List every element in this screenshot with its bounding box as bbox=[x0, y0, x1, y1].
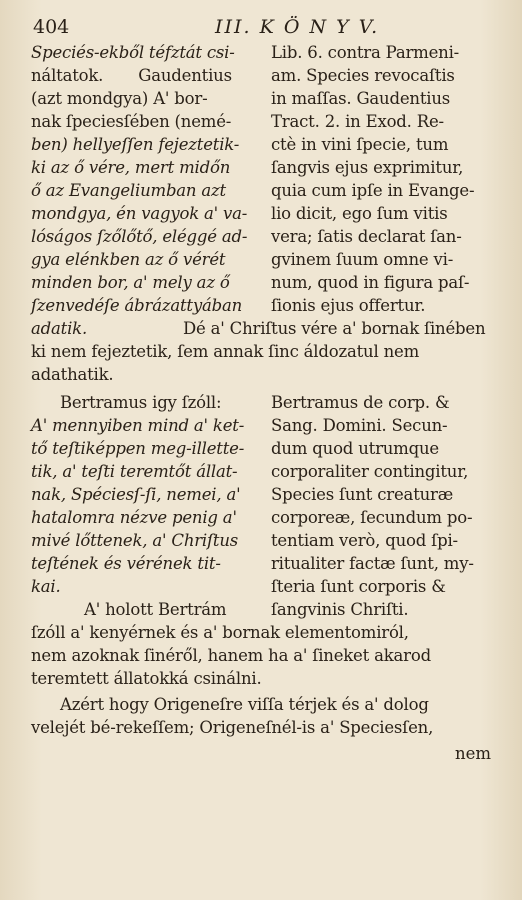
right-line: tentiam verò, quod ſpi- bbox=[271, 531, 458, 550]
left-line: ben) hellyeſſen fejeztetik- bbox=[31, 135, 240, 154]
left-line: Bertramus igy ſzóll: bbox=[60, 393, 222, 412]
right-line: corporaliter contingitur, bbox=[271, 462, 469, 481]
left-line: nak ſpeciesſében (nemé- bbox=[31, 112, 232, 131]
body-line: adathatik. bbox=[31, 365, 114, 384]
right-line: lio dicit, ego ſum vitis bbox=[271, 204, 448, 223]
body-line: Azért hogy Origeneſre viſſa térjek és a' dolog bbox=[60, 695, 429, 714]
left-line: mondgya, én vagyok a' va- bbox=[31, 204, 248, 223]
left-line: A' holott Bertrám bbox=[84, 600, 227, 619]
left-line: adatik. bbox=[31, 319, 87, 338]
right-line: quia cum ipſe in Evange- bbox=[271, 181, 475, 200]
left-line: nak, Spéciesſ-ſi, nemei, a' bbox=[31, 485, 241, 504]
right-line: am. Species revocaſtis bbox=[271, 66, 455, 85]
left-line: hatalomra nézve penig a' bbox=[31, 508, 237, 527]
body-line: velejét bé-rekeſſem; Origeneſnél-is a' Speciesſen, bbox=[31, 718, 434, 737]
left-line: A' mennyiben mind a' ket- bbox=[31, 416, 245, 435]
body-line: teremtett állatokká csinálni. bbox=[31, 669, 262, 688]
left-line: náltatok. Gaudentius bbox=[31, 66, 232, 85]
right-line: Species ſunt creaturæ bbox=[271, 485, 454, 504]
catchword: nem bbox=[455, 744, 492, 763]
body-line: ſzóll a' kenyérnek és a' bornak elementomiról, bbox=[31, 623, 409, 642]
left-line: ki az ő vére, mert midőn bbox=[31, 158, 231, 177]
right-line: corporeæ, ſecundum po- bbox=[271, 508, 473, 527]
right-line: gvinem ſuum omne vi- bbox=[271, 250, 454, 269]
right-line: ritualiter factæ ſunt, my- bbox=[271, 554, 474, 573]
left-line: minden bor, a' mely az ő bbox=[31, 273, 230, 292]
right-line: Tract. 2. in Exod. Re- bbox=[271, 112, 444, 131]
left-line: ő az Evangeliumban azt bbox=[31, 181, 226, 200]
right-line: ſteria ſunt corporis & bbox=[271, 577, 446, 596]
right-line: vera; ſatis declarat ſan- bbox=[271, 227, 462, 246]
left-line: tik, a' teſti teremtőt állat- bbox=[31, 462, 238, 481]
page-number: 404 bbox=[33, 16, 70, 38]
left-line: lóságos ſzőlőtő, eléggé ad- bbox=[31, 227, 248, 246]
left-line: (azt mondgya) A' bor- bbox=[31, 89, 208, 108]
body-line: nem azoknak ſinéről, hanem ha a' ſineket akarod bbox=[31, 646, 431, 665]
right-line: dum quod utrumque bbox=[271, 439, 439, 458]
left-line: gya elénkben az ő vérét bbox=[31, 250, 226, 269]
right-line: num, quod in figura paſ- bbox=[271, 273, 470, 292]
right-line: ſionis ejus offertur. bbox=[271, 296, 426, 315]
right-line: ctè in vini ſpecie, tum bbox=[271, 135, 449, 154]
right-line: Bertramus de corp. & bbox=[271, 393, 450, 412]
left-line: tő teſtiképpen meg-illette- bbox=[31, 439, 245, 458]
left-line: teſtének és vérének tit- bbox=[31, 554, 221, 573]
left-line: mivé lőttenek, a' Chriſtus bbox=[31, 531, 239, 550]
right-line: ſangvis ejus exprimitur, bbox=[271, 158, 464, 177]
right-line: Sang. Domini. Secun- bbox=[271, 416, 448, 435]
left-line: Speciés-ekből téfztát csi- bbox=[31, 43, 235, 62]
right-line: in maſſas. Gaudentius bbox=[271, 89, 451, 108]
left-line: ſzenvedéſe ábrázattyában bbox=[31, 296, 243, 315]
right-line: ſangvinis Chriſti. bbox=[271, 600, 409, 619]
right-line: Lib. 6. contra Parmeni- bbox=[271, 43, 460, 62]
left-line: kai. bbox=[31, 577, 61, 596]
running-title: III. K Ö N Y V. bbox=[215, 16, 380, 38]
body-line: Dé a' Chriſtus vére a' bornak ſinében bbox=[183, 319, 486, 338]
body-line: ki nem fejeztetik, ſem annak ſinc áldozatul nem bbox=[31, 342, 420, 361]
